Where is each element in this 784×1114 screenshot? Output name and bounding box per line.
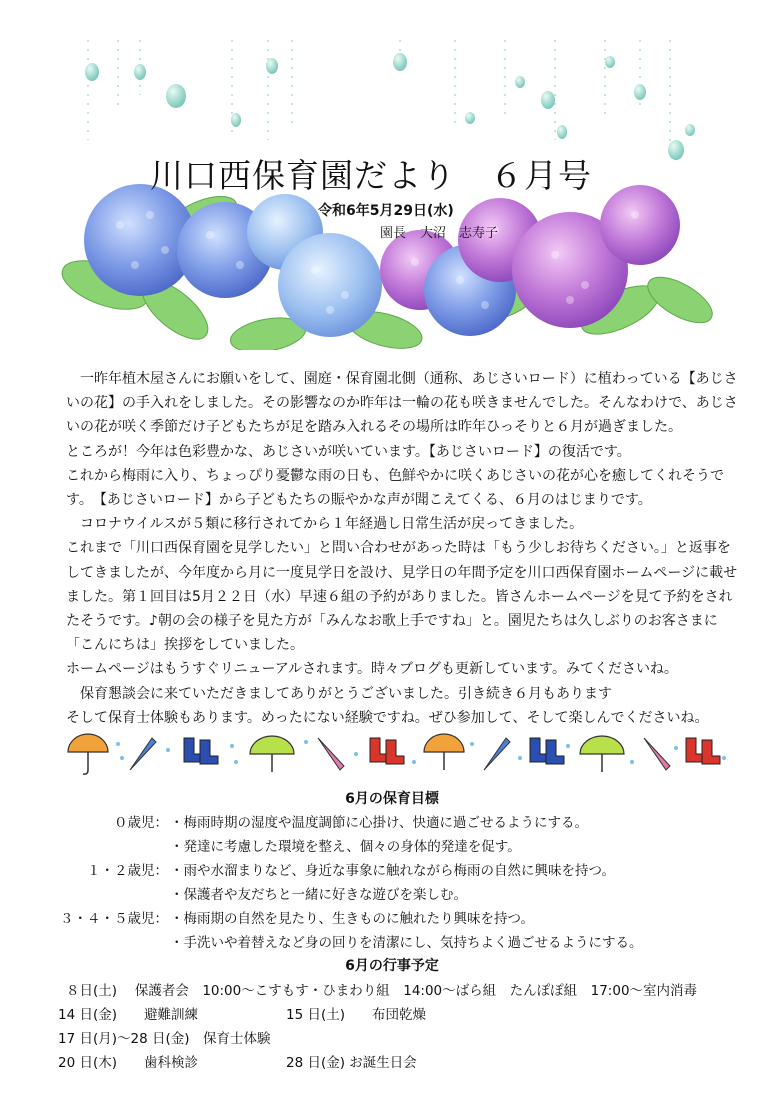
goal-age-label: ３・４・５歳児： <box>60 911 168 927</box>
body-paragraph: ホームページはもうすぐリニューアルされます。時々ブログも更新しています。みてくださいね。 <box>66 661 678 678</box>
rainy-day-divider <box>60 728 740 780</box>
boots-icon <box>184 738 218 764</box>
author-name: 大沼 志寿子 <box>420 226 499 241</box>
goal-age-label: １・２歳児： <box>87 863 168 879</box>
event-line: 14 日(金) 避難訓練 <box>58 1007 199 1023</box>
author-role: 園長 <box>380 226 407 241</box>
event-line: 15 日(土) 布団乾燥 <box>286 1007 427 1023</box>
event-line: 17 日(月)～28 日(金) 保育士体験 <box>58 1031 271 1047</box>
closed-umbrella-icon <box>318 738 344 770</box>
newsletter-body <box>66 367 742 730</box>
closed-umbrella-icon <box>484 738 510 770</box>
goal-text: ・梅雨時期の湿度や温度調節に心掛け、快適に過ごせるようにする。 <box>170 815 588 831</box>
umbrella-icon <box>250 736 294 772</box>
umbrella-icon <box>580 736 624 772</box>
goal-text: ・手洗いや着替えなど身の回りを清潔にし、気持ちよく過ごせるようにする。 <box>170 935 643 951</box>
event-line: 28 日(金) お誕生日会 <box>286 1055 417 1071</box>
newsletter-title: 川口西保育園だより ６月号 <box>150 156 592 195</box>
body-paragraph: 一昨年植木屋さんにお願いをして、園庭・保育園北側（通称、あじさいロード）に植わっている【あじさいの花】の手入れをしました。その影響なのか昨年は一輪の花も咲きませんでした。そんなわけで、あじさいの花が咲く季節だけ子どもたちが足を踏み入れるその場所は昨年ひっそりと６月が過ぎました。 <box>66 371 738 436</box>
goal-text: ・発達に考慮した環境を整え、個々の身体的発達を促す。 <box>170 839 521 855</box>
event-line: 20 日(木) 歯科検診 <box>58 1055 199 1071</box>
body-paragraph: これから梅雨に入り、ちょっぴり憂鬱な雨の日も、色鮮やかに咲くあじさいの花が心を癒してくれそうです。 【あじさいロード】から子どもたちの賑やかな声が聞こえてくる、６月のはじまりです。 <box>66 467 724 509</box>
goal-age-label: ０歳児： <box>114 815 168 831</box>
umbrella-icon <box>68 734 108 774</box>
goal-text: ・保護者や友だちと一緒に好きな遊びを楽しむ。 <box>170 887 467 903</box>
closed-umbrella-icon <box>644 738 670 770</box>
issue-date: 令和6年5月29日(水) <box>318 203 454 219</box>
body-paragraph: これまで「川口西保育園を見学したい」と問い合わせがあった時は「もう少しお待ちください。」と返事をしてきましたが、今年度から月に一度見学日を設け、見学日の年間予定を川口西保育園ホームページに載せました。第１回目は5月２２日（水）早速６組の予約がありました。皆さんホームページを見て予約をされたそうです。♪朝の会の様子を見た方が「みんなお歌上手ですね」と。園児たちは久しぶりのお客さまに「こんにちは」挨拶をしていました。 <box>66 540 738 654</box>
goals-title: 6月の保育目標 <box>345 791 439 807</box>
boots-icon <box>686 738 720 764</box>
body-paragraph: 保育懇談会に来ていただきましてありがとうございました。引き続き６月もあります <box>66 685 612 702</box>
body-paragraph: コロナウイルスが５類に移行されてから１年経過し日常生活が戻ってきました。 <box>66 516 584 533</box>
author-line <box>380 222 512 241</box>
events-title: 6月の行事予定 <box>345 958 439 974</box>
closed-umbrella-icon <box>130 738 156 770</box>
event-line: ８日(土) 保護者会 10:00～こすもす・ひまわり組 14:00～ばら組 たんぽぽ組 17:00～室内消毒 <box>66 983 698 999</box>
body-paragraph: ところが！今年は色彩豊かな、あじさいが咲いています。【あじさいロード】の復活です。 <box>66 443 631 460</box>
body-paragraph: そして保育士体験もあります。めったにない経験ですね。ぜひ参加して、そして楽しんでくださいね。 <box>66 709 709 726</box>
goal-text: ・雨や水溜まりなど、身近な事象に触れながら梅雨の自然に興味を持つ。 <box>170 863 615 879</box>
umbrella-icon <box>424 734 464 770</box>
goal-text: ・梅雨期の自然を見たり、生きものに触れたり興味を持つ。 <box>170 911 534 927</box>
boots-icon <box>370 738 404 764</box>
boots-icon <box>530 738 564 764</box>
